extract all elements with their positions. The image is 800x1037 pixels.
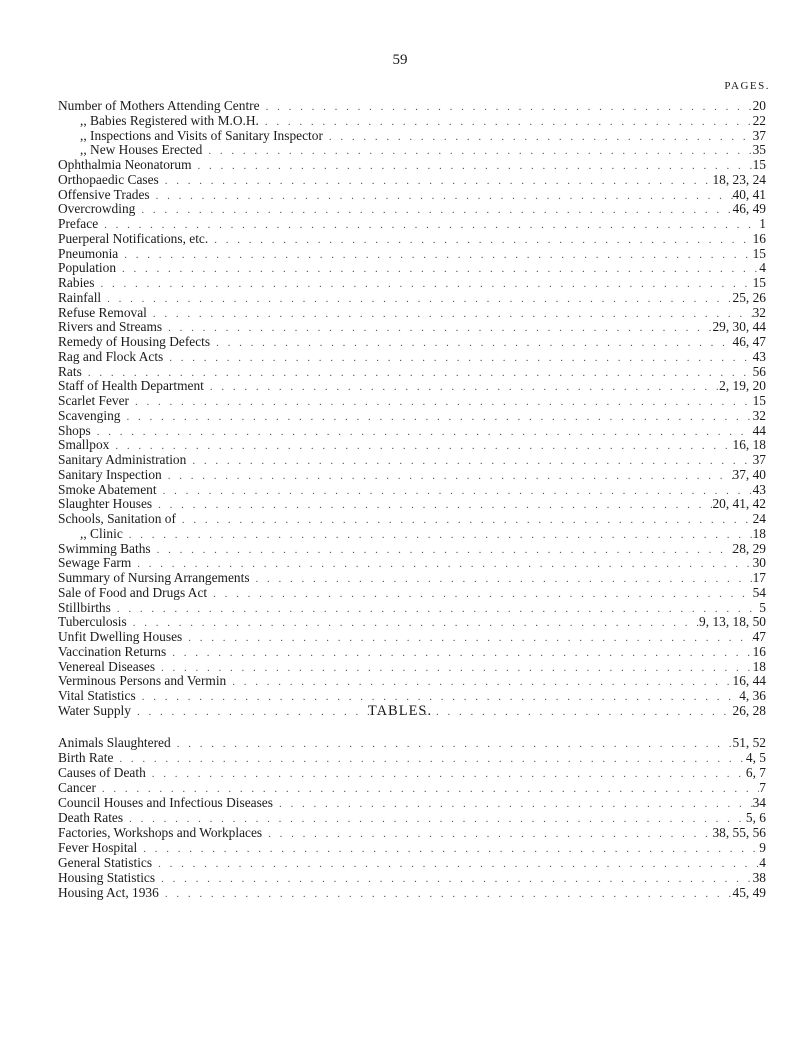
entry-label: Rabies	[58, 276, 95, 290]
dot-leader	[159, 174, 713, 188]
index-entry	[58, 660, 766, 675]
index-entry	[58, 870, 766, 885]
page-number: 59	[392, 52, 408, 68]
index-entry	[58, 394, 766, 409]
dot-leader	[94, 277, 752, 291]
index-entry	[58, 365, 766, 380]
index-entry	[58, 335, 766, 350]
entry-label: Number of Mothers Attending Centre	[58, 99, 260, 113]
entry-pages: 16, 18	[732, 438, 766, 453]
entry-label: Rainfall	[58, 290, 102, 305]
entry-pages: 43	[752, 482, 766, 497]
entry-label: Sale of Food and Drugs Act	[58, 585, 208, 600]
dot-leader	[127, 616, 699, 630]
entry-pages: 15	[752, 158, 766, 172]
entry-pages: 4, 5	[745, 750, 766, 765]
index-entry	[58, 542, 766, 557]
entry-label: Sanitary Inspection	[58, 467, 162, 482]
entry-label: ,, New Houses Erected	[80, 143, 203, 158]
entry-pages: 7	[759, 780, 766, 795]
entry-pages: 20, 41, 42	[712, 497, 766, 512]
entry-label: Cancer	[58, 780, 96, 795]
entry-label: Verminous Persons and Vermin	[58, 674, 227, 689]
entry-pages: 15	[752, 246, 766, 261]
dot-leader	[163, 351, 752, 365]
entry-label: ,, Babies Registered with M.O.H.	[80, 113, 259, 128]
dot-leader	[152, 857, 759, 870]
entry-label: Rats	[58, 364, 82, 379]
entry-pages: 40, 41	[732, 187, 766, 202]
entry-pages: 24	[752, 512, 766, 526]
index-entry	[58, 512, 766, 527]
dot-leader	[186, 454, 752, 468]
entry-label: Scarlet Fever	[58, 394, 130, 408]
index-entry	[58, 810, 766, 825]
entry-pages: 32	[752, 305, 766, 320]
index-entry	[58, 840, 766, 855]
entry-pages: 30	[752, 556, 766, 571]
entry-label: Birth Rate	[58, 750, 114, 765]
entry-pages: 25, 26	[732, 290, 766, 305]
entry-pages: 43	[752, 349, 766, 364]
index-entry	[58, 795, 766, 810]
entry-pages: 16, 44	[732, 674, 766, 689]
index-entry	[58, 689, 766, 704]
entry-pages: 37	[752, 128, 766, 143]
index-entry	[58, 217, 766, 232]
main-index-list	[58, 99, 766, 719]
index-entry	[58, 114, 766, 129]
entry-pages: 1	[759, 217, 766, 231]
entry-pages: 17	[752, 571, 766, 585]
index-entry	[58, 556, 766, 571]
dot-leader	[171, 737, 733, 750]
entry-pages: 18	[752, 526, 766, 541]
entry-pages: 15	[752, 394, 766, 408]
index-entry	[58, 601, 766, 616]
entry-label: Puerperal Notifications, etc.	[58, 231, 209, 246]
entry-label: Water Supply	[58, 703, 131, 718]
index-entry	[58, 188, 766, 203]
index-entry	[58, 409, 766, 424]
entry-pages: 4, 36	[739, 689, 766, 703]
entry-label: Causes of Death	[58, 765, 146, 780]
entry-label: Rivers and Streams	[58, 320, 163, 335]
entry-pages: 56	[752, 364, 766, 379]
dot-leader	[155, 661, 753, 675]
entry-pages: 4	[759, 261, 766, 276]
dot-leader	[136, 690, 740, 704]
dot-leader	[113, 752, 745, 765]
entry-pages: 9	[759, 840, 766, 855]
entry-pages: 20	[752, 99, 766, 113]
dot-leader	[323, 130, 753, 144]
dot-leader	[273, 797, 753, 810]
entry-pages: 9, 13, 18, 50	[699, 615, 766, 630]
index-entry	[58, 232, 766, 247]
entry-label: Tuberculosis	[58, 615, 127, 630]
index-entry	[58, 276, 766, 291]
entry-label: Stillbirths	[58, 600, 111, 615]
entry-label: Offensive Trades	[58, 187, 150, 202]
dot-leader	[208, 233, 752, 247]
dot-leader	[182, 631, 752, 645]
dot-leader	[162, 321, 712, 335]
entry-pages: 51, 52	[732, 735, 766, 750]
entry-label: Remedy of Housing Defects	[58, 335, 211, 349]
entry-label: Population	[58, 261, 117, 276]
entry-label: Housing Statistics	[58, 870, 156, 885]
dot-leader	[260, 100, 753, 114]
entry-label: Swimming Baths	[58, 541, 151, 556]
tables-index-list	[58, 735, 766, 900]
entry-label: Smallpox	[58, 438, 110, 453]
entry-pages: 26, 28	[732, 703, 766, 718]
index-entry	[58, 158, 766, 173]
dot-leader	[98, 218, 759, 232]
entry-pages: 47	[752, 630, 766, 644]
entry-label: Slaughter Houses	[58, 497, 153, 512]
entry-pages: 18, 23, 24	[712, 172, 766, 187]
dot-leader	[162, 469, 733, 483]
dot-leader	[152, 498, 712, 512]
dot-leader	[210, 336, 732, 350]
entry-label: ,, Inspections and Visits of Sanitary Inspector	[80, 128, 323, 143]
tables-section-title: TABLES.	[367, 703, 433, 719]
entry-pages: 46, 47	[732, 335, 766, 349]
entry-label: General Statistics	[58, 855, 153, 870]
dot-leader	[207, 587, 752, 601]
index-entry	[58, 350, 766, 365]
entry-pages: 5	[759, 600, 766, 615]
entry-label: Schools, Sanitation of	[58, 512, 176, 526]
index-entry	[58, 855, 766, 870]
dot-leader	[176, 513, 753, 527]
index-entry	[58, 99, 766, 114]
entry-pages: 54	[752, 585, 766, 600]
index-entry	[58, 173, 766, 188]
dot-leader	[101, 292, 732, 306]
entry-pages: 45, 49	[732, 885, 766, 900]
entry-pages: 38, 55, 56	[712, 825, 766, 840]
entry-pages: 44	[752, 423, 766, 438]
index-entry	[58, 468, 766, 483]
index-entry	[58, 750, 766, 765]
dot-leader	[159, 887, 733, 900]
dot-leader	[262, 827, 712, 840]
index-entry	[58, 306, 766, 321]
entry-label: Animals Slaughtered	[58, 735, 171, 750]
entry-label: Venereal Diseases	[58, 659, 156, 674]
entry-label: Vital Statistics	[58, 689, 136, 703]
entry-pages: 22	[752, 113, 766, 128]
dot-leader	[96, 782, 759, 795]
entry-pages: 5, 6	[745, 810, 766, 825]
entry-label: Council Houses and Infectious Diseases	[58, 795, 273, 810]
entry-label: Death Rates	[58, 810, 124, 825]
entry-label: Summary of Nursing Arrangements	[58, 571, 250, 585]
dot-leader	[226, 675, 732, 689]
entry-pages: 4	[759, 855, 766, 870]
index-entry	[58, 586, 766, 601]
pages-column-heading: PAGES.	[724, 80, 770, 92]
entry-pages: 35	[752, 143, 766, 158]
dot-leader	[146, 767, 746, 780]
entry-label: Shops	[58, 423, 91, 438]
dot-leader	[135, 203, 732, 217]
index-entry	[58, 202, 766, 217]
entry-pages: 37, 40	[732, 467, 766, 482]
index-entry	[58, 571, 766, 586]
entry-pages: 16	[752, 231, 766, 246]
dot-leader	[157, 484, 753, 498]
index-entry	[58, 645, 766, 660]
index-entry	[58, 129, 766, 144]
dot-leader	[111, 602, 759, 616]
index-entry	[58, 765, 766, 780]
index-entry	[58, 143, 766, 158]
entry-label: Sanitary Administration	[58, 453, 187, 467]
entry-label: Overcrowding	[58, 202, 136, 217]
dot-leader	[129, 395, 753, 409]
index-entry	[58, 615, 766, 630]
index-entry	[58, 497, 766, 512]
dot-leader	[259, 115, 753, 129]
entry-pages: 29, 30, 44	[712, 320, 766, 335]
entry-label: ,, Clinic	[80, 526, 123, 541]
dot-leader	[166, 646, 752, 660]
index-entry	[58, 379, 766, 394]
entry-pages: 2, 19, 20	[719, 379, 766, 394]
dot-leader	[116, 262, 759, 276]
dot-leader	[123, 528, 753, 542]
dot-leader	[131, 557, 752, 571]
index-entry	[58, 424, 766, 439]
dot-leader	[202, 144, 752, 158]
entry-pages: 6, 7	[745, 765, 766, 780]
entry-pages: 32	[752, 408, 766, 423]
index-entry	[58, 247, 766, 262]
entry-label: Sewage Farm	[58, 556, 132, 571]
entry-label: Scavenging	[58, 408, 121, 423]
dot-leader	[109, 439, 732, 453]
index-entry	[58, 527, 766, 542]
dot-leader	[82, 366, 753, 380]
dot-leader	[151, 543, 733, 557]
index-entry	[58, 885, 766, 900]
entry-label: Vaccination Returns	[58, 644, 167, 659]
dot-leader	[118, 248, 752, 262]
dot-leader	[123, 812, 746, 825]
entry-pages: 34	[752, 795, 766, 810]
index-entry	[58, 438, 766, 453]
entry-pages: 37	[752, 453, 766, 467]
entry-pages: 16	[752, 644, 766, 659]
dot-leader	[137, 842, 759, 855]
entry-label: Preface	[58, 217, 99, 231]
entry-pages: 18	[752, 659, 766, 674]
entry-label: Rag and Flock Acts	[58, 349, 164, 364]
entry-label: Ophthalmia Neonatorum	[58, 158, 192, 172]
index-entry	[58, 674, 766, 689]
entry-pages: 15	[752, 276, 766, 290]
entry-label: Pneumonia	[58, 246, 119, 261]
dot-leader	[192, 159, 753, 173]
entry-pages: 46, 49	[732, 202, 766, 217]
index-entry	[58, 291, 766, 306]
dot-leader	[155, 872, 753, 885]
dot-leader	[91, 425, 753, 439]
index-entry	[58, 320, 766, 335]
entry-label: Factories, Workshops and Workplaces	[58, 825, 263, 840]
entry-pages: 28, 29	[732, 541, 766, 556]
dot-leader	[150, 189, 733, 203]
index-entry	[58, 483, 766, 498]
dot-leader	[147, 307, 753, 321]
entry-label: Smoke Abatement	[58, 482, 157, 497]
entry-label: Orthopaedic Cases	[58, 172, 159, 187]
entry-label: Unfit Dwelling Houses	[58, 630, 183, 644]
index-entry	[58, 780, 766, 795]
index-entry	[58, 735, 766, 750]
index-entry	[58, 630, 766, 645]
dot-leader	[204, 380, 719, 394]
entry-label: Staff of Health Department	[58, 379, 204, 394]
entry-label: Refuse Removal	[58, 305, 147, 320]
entry-label: Housing Act, 1936	[58, 885, 159, 900]
entry-label: Fever Hospital	[58, 840, 138, 855]
index-entry	[58, 825, 766, 840]
entry-pages: 38	[752, 870, 766, 885]
index-entry	[58, 261, 766, 276]
index-entry	[58, 453, 766, 468]
dot-leader	[250, 572, 753, 586]
dot-leader	[120, 410, 752, 424]
